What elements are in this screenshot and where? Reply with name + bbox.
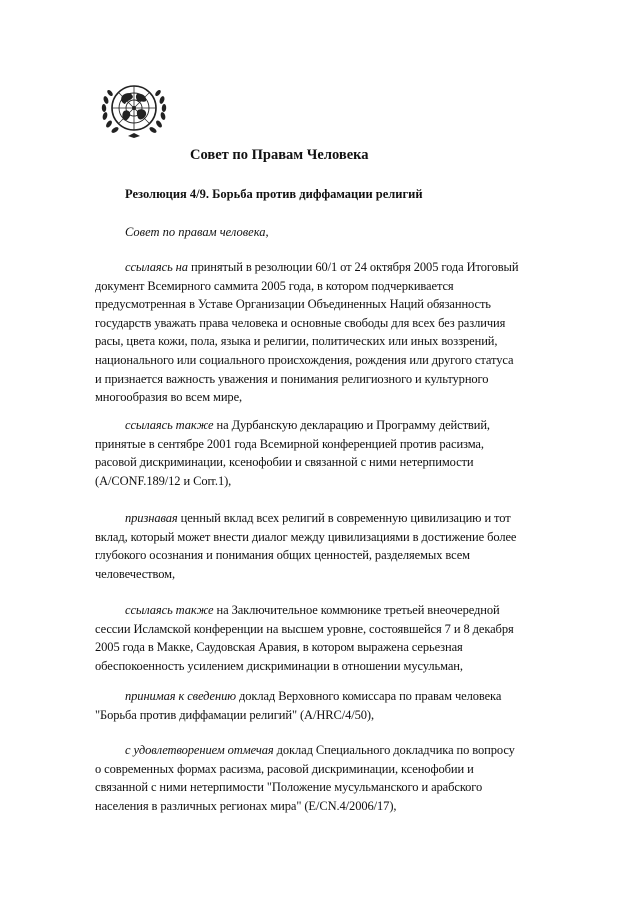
paragraph-text: 2005 года в Макке, Саудовская Аравия, в котором выражена серьезная [95,640,463,655]
preamble-paragraph-6 [95,741,565,815]
paragraph-line [95,741,565,760]
paragraph-text: многообразия во всем мире, [95,390,243,405]
paragraph-line [95,332,565,351]
paragraph-text: на Заключительное коммюнике третьей внеочередной [213,603,500,617]
paragraph-line [95,638,565,657]
paragraph-text: принятые в сентябре 2001 года Всемирной конференцией против расизма, [95,436,484,451]
paragraph-text: вклад, который может внести диалог между цивилизациями в достижение более [95,529,517,544]
paragraph-line [95,760,565,779]
un-emblem-icon [100,78,168,140]
paragraph-text: (A/CONF.189/12 и Corr.1), [95,473,232,488]
preamble-paragraph-4 [95,601,565,675]
paragraph-lead-phrase: с удовлетворением отмечая [125,743,274,757]
paragraph-text: ценный вклад всех религий в современную цивилизацию и тот [177,511,511,525]
paragraph-text: государств уважать права человека и основные свободы для всех без различия [95,315,506,330]
paragraph-line [95,258,565,277]
paragraph-text: доклад Верховного комиссара по правам человека [235,689,502,703]
paragraph-text: принятый в резолюции 60/1 от 24 октября 2005 года Итоговый [187,260,519,274]
paragraph-text: сессии Исламской конференции на высшем уровне, состоявшейся 7 и 8 декабря [95,621,514,636]
preamble-paragraph-5 [95,687,565,724]
paragraph-line [95,778,565,797]
paragraph-lead-phrase: ссылаясь также [125,418,214,432]
paragraph-line [95,295,565,314]
paragraph-text: документ Всемирного саммита 2005 года, в котором подчеркивается [95,278,454,293]
paragraph-text: на Дурбанскую декларацию и Программу действий, [213,418,490,432]
paragraph-line [95,797,565,816]
paragraph-line [95,509,565,528]
paragraph-line [95,601,565,620]
paragraph-text: обеспокоенность усилением дискриминации в отношении мусульман, [95,658,463,673]
paragraph-line [95,565,565,584]
paragraph-text: человечеством, [95,566,176,581]
paragraph-line [95,370,565,389]
paragraph-line [95,620,565,639]
paragraph-lead-phrase: принимая к сведению [125,689,236,703]
paragraph-line [95,657,565,676]
paragraph-text: национального или социального происхождения, рождения или другого статуса [95,352,514,367]
paragraph-lead-phrase: ссылаясь на [125,260,188,274]
paragraph-text: "Борьба против диффамации религий" (A/HRC/4/50), [95,707,375,722]
paragraph-text: предусмотренная в Уставе Организации Объединенных Наций обязанность [95,297,491,312]
preamble-paragraph-3 [95,509,565,583]
council-intro: Совет по правам человека, [125,225,269,239]
paragraph-text: доклад Специального докладчика по вопросу [273,743,515,757]
paragraph-line [95,435,565,454]
paragraph-line [95,706,565,725]
paragraph-line [95,314,565,333]
organization-title: Совет по Правам Человека [190,147,369,163]
paragraph-line [95,528,565,547]
paragraph-line [95,388,565,407]
preamble-paragraph-2 [95,416,565,490]
paragraph-text: и признается важность уважения и понимания религиозного и культурного [95,371,489,386]
paragraph-line [95,351,565,370]
paragraph-line [95,546,565,565]
paragraph-line [95,472,565,491]
paragraph-line [95,277,565,296]
paragraph-line [95,416,565,435]
paragraph-text: расы, цвета кожи, пола, языка и религии, политических или иных воззрений, [95,334,498,349]
paragraph-lead-phrase: ссылаясь также [125,603,214,617]
paragraph-lead-phrase: признавая [125,511,178,525]
paragraph-text: населения в различных регионах мира" (E/CN.4/2006/17), [95,798,397,813]
paragraph-text: глубокого осознания и понимания общих ценностей, разделяемых всем [95,548,470,563]
paragraph-text: связанной с ними нетерпимости "Положение мусульманского и арабского [95,780,483,795]
paragraph-line [95,687,565,706]
paragraph-text: о современных формах расизма, расовой дискриминации, ксенофобии и [95,761,474,776]
paragraph-line [95,453,565,472]
preamble-paragraph-1 [95,258,565,407]
resolution-title: Резолюция 4/9. Борьба против диффамации религий [125,187,423,201]
paragraph-text: расовой дискриминации, ксенофобии и связанной с ними нетерпимости [95,455,474,470]
